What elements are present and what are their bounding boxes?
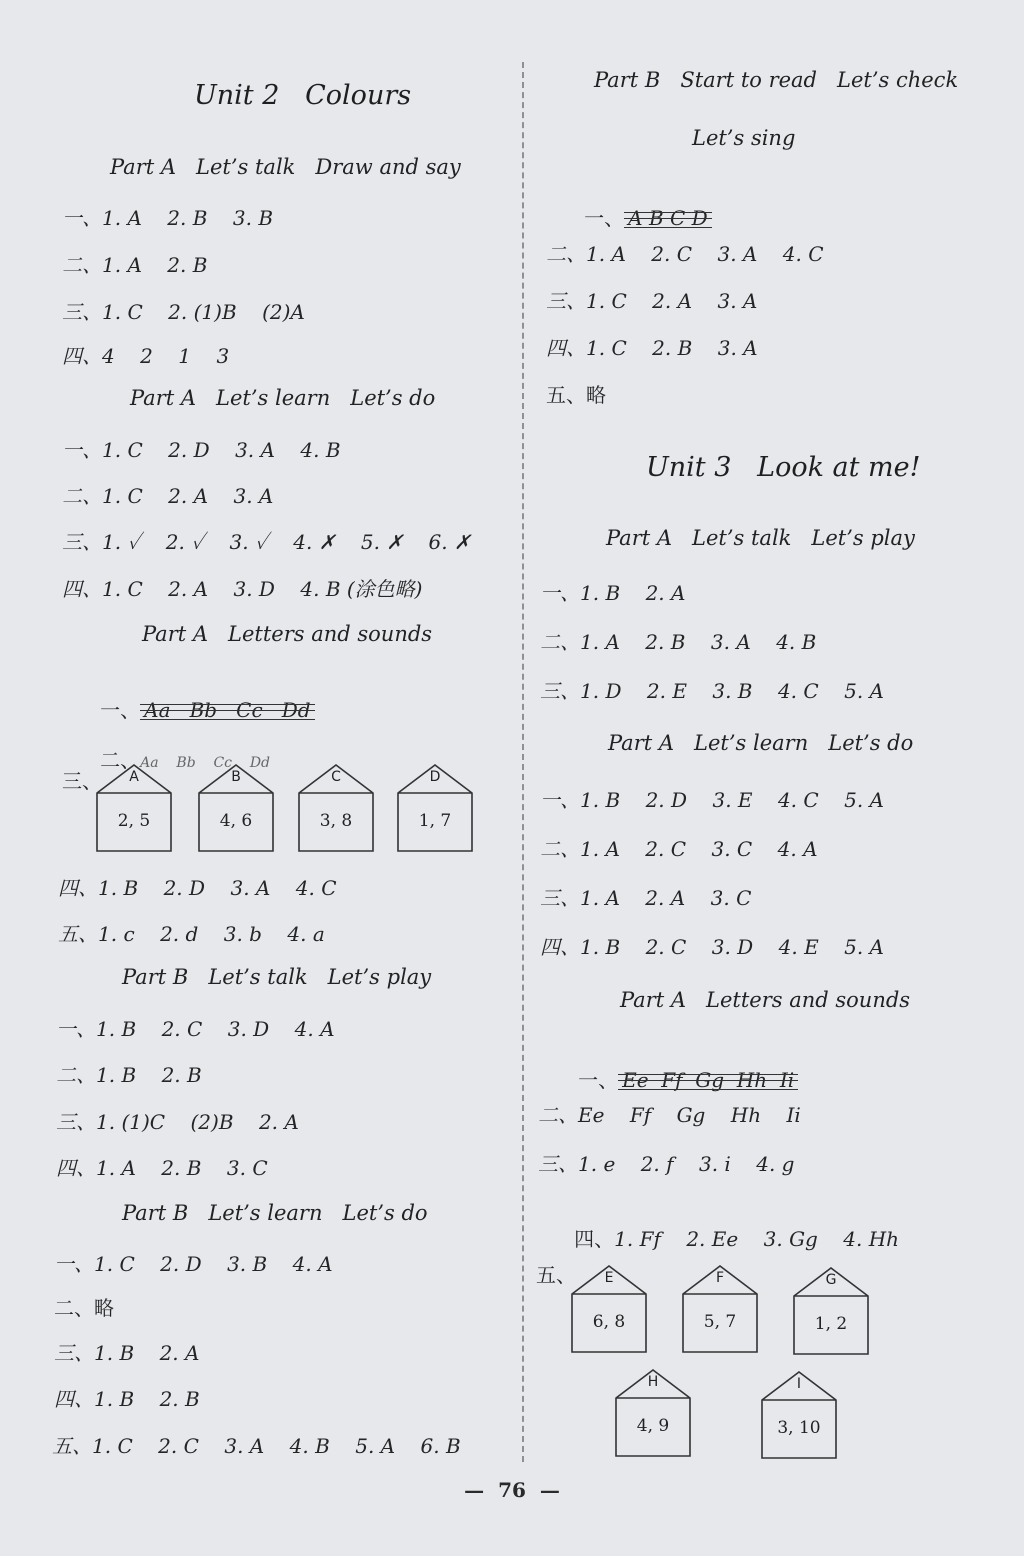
house-value: 1, 2 bbox=[814, 1314, 848, 1334]
answer-line: 二、1. B 2. B bbox=[56, 1063, 202, 1087]
question-number: 一、 bbox=[100, 698, 141, 722]
house-label: A bbox=[129, 769, 139, 785]
section-heading: Part B Start to read Let’s check bbox=[594, 68, 959, 92]
page-number-value: 76 bbox=[498, 1478, 526, 1502]
answer-item: 1. Ff bbox=[614, 1227, 661, 1251]
answer-line: 三、1. e 2. f 3. i 4. g bbox=[538, 1152, 795, 1176]
answer-line: 三、 bbox=[62, 769, 102, 793]
house-value: 3, 10 bbox=[777, 1418, 821, 1438]
letter-house bbox=[396, 763, 474, 855]
house-value: 4, 9 bbox=[636, 1416, 670, 1436]
question-number: 一、 bbox=[578, 1068, 619, 1092]
letter-house bbox=[792, 1266, 870, 1358]
answer-line: 二、1. A 2. C 3. C 4. A bbox=[540, 837, 818, 861]
answer-item: 4. Hh bbox=[843, 1227, 900, 1251]
answer-line: 五、 bbox=[536, 1263, 576, 1287]
answer-line: 二、Ee Ff Gg Hh Ii bbox=[538, 1103, 801, 1127]
handwriting-letters bbox=[624, 206, 712, 230]
house-label: F bbox=[715, 1270, 725, 1286]
answer-line: 三、1. D 2. E 3. B 4. C 5. A bbox=[540, 679, 884, 703]
answer-line: 一、1. B 2. D 3. E 4. C 5. A bbox=[540, 788, 884, 812]
answer-line: 四、1. B 2. D 3. A 4. C bbox=[58, 876, 337, 900]
letter-house bbox=[95, 763, 173, 855]
section-heading: Part A Letters and sounds bbox=[142, 622, 433, 646]
answer-line: 三、1. A 2. A 3. C bbox=[540, 886, 752, 910]
letters-text: Ee Ff Gg Hh Ii bbox=[622, 1068, 795, 1092]
unit-title: Unit 2 Colours bbox=[194, 80, 412, 111]
guideline bbox=[140, 710, 314, 711]
letter-house bbox=[614, 1368, 692, 1460]
house-label: I bbox=[796, 1376, 802, 1392]
answer-line: 三、1. ✓ 2. ✓ 3. ✓ 4. ✗ 5. ✗ 6. ✗ bbox=[62, 530, 471, 554]
section-heading: Part B Let’s talk Let’s play bbox=[122, 965, 432, 989]
section-heading: Part A Let’s learn Let’s do bbox=[608, 731, 914, 755]
guideline bbox=[624, 218, 712, 219]
letter-house bbox=[197, 763, 275, 855]
answer-line: 二、1. A 2. C 3. A 4. C bbox=[546, 242, 824, 266]
house-label: G bbox=[825, 1272, 837, 1288]
answer-line: 五、1. c 2. d 3. b 4. a bbox=[58, 922, 325, 946]
handwriting-letters bbox=[140, 698, 314, 722]
house-label: D bbox=[429, 769, 441, 785]
answer-line: 一、1. B 2. A bbox=[540, 581, 686, 605]
house-value: 3, 8 bbox=[319, 811, 353, 831]
house-value: 5, 7 bbox=[703, 1312, 737, 1332]
answer-line: 三、1. C 2. A 3. A bbox=[546, 289, 758, 313]
question-number: 四、 bbox=[574, 1227, 615, 1251]
question-number: 二、 bbox=[100, 748, 141, 772]
letter-house bbox=[760, 1370, 838, 1462]
answer-line: 五、略 bbox=[546, 383, 606, 407]
unit-title: Unit 3 Look at me! bbox=[646, 452, 921, 483]
letters-text: Aa Bb Cc Dd bbox=[144, 698, 311, 722]
traced-letters: Aa Bb Cc Dd bbox=[140, 755, 271, 771]
section-heading: Part A Let’s talk Let’s play bbox=[606, 526, 915, 550]
answer-line: 三、1. C 2. (1)B (2)A bbox=[62, 300, 305, 324]
question-number: 一、 bbox=[584, 206, 625, 230]
letters-text: A B C D bbox=[628, 206, 708, 230]
answer-item: 3. Gg bbox=[763, 1227, 818, 1251]
answer-line: 一、1. C 2. D 3. A 4. B bbox=[62, 438, 341, 462]
guideline bbox=[618, 1080, 798, 1081]
answer-line: 一、1. C 2. D 3. B 4. A bbox=[54, 1252, 333, 1276]
answer-line: 二、1. C 2. A 3. A bbox=[62, 484, 274, 508]
section-heading: Part A Letters and sounds bbox=[620, 988, 911, 1012]
handwriting-letters bbox=[618, 1068, 798, 1092]
answer-line: 三、1. (1)C (2)B 2. A bbox=[56, 1110, 299, 1134]
answer-line: 三、1. B 2. A bbox=[54, 1341, 200, 1365]
letter-house bbox=[570, 1264, 648, 1356]
answer-line: 二、1. A 2. B 3. A 4. B bbox=[540, 630, 817, 654]
answer-line: 五、1. C 2. C 3. A 4. B 5. A 6. B bbox=[52, 1434, 461, 1458]
section-heading: Let’s sing bbox=[692, 126, 796, 150]
answer-line: 四、1. B 2. C 3. D 4. E 5. A bbox=[540, 935, 884, 959]
answer-line: 四、1. C 2. A 3. D 4. B (涂色略) bbox=[62, 577, 423, 601]
letter-house bbox=[297, 763, 375, 855]
section-heading: Part A Let’s talk Draw and say bbox=[110, 155, 461, 179]
house-label: H bbox=[647, 1374, 659, 1390]
answer-line: 四、1. C 2. B 3. A bbox=[546, 336, 758, 360]
section-heading: Part A Let’s learn Let’s do bbox=[130, 386, 436, 410]
answer-line: 四、1. B 2. B bbox=[54, 1387, 200, 1411]
column-divider bbox=[522, 62, 524, 1462]
answer-line: 一、1. A 2. B 3. B bbox=[62, 206, 274, 230]
answer-line: 四、4 2 1 3 bbox=[62, 344, 230, 368]
house-label: C bbox=[331, 769, 341, 785]
answer-line: 一、1. B 2. C 3. D 4. A bbox=[56, 1017, 335, 1041]
house-label: B bbox=[231, 769, 241, 785]
house-value: 6, 8 bbox=[592, 1312, 626, 1332]
section-heading: Part B Let’s learn Let’s do bbox=[122, 1201, 428, 1225]
page-number: — 76 — bbox=[464, 1478, 560, 1502]
answer-line: 二、1. A 2. B bbox=[62, 253, 208, 277]
answer-line: 四、1. A 2. B 3. C bbox=[56, 1156, 268, 1180]
house-value: 4, 6 bbox=[219, 811, 253, 831]
house-value: 2, 5 bbox=[117, 811, 151, 831]
house-label: E bbox=[604, 1270, 614, 1286]
answer-line: 二、略 bbox=[54, 1296, 114, 1320]
house-value: 1, 7 bbox=[418, 811, 452, 831]
letter-house bbox=[681, 1264, 759, 1356]
answer-item: 2. Ee bbox=[686, 1227, 739, 1251]
